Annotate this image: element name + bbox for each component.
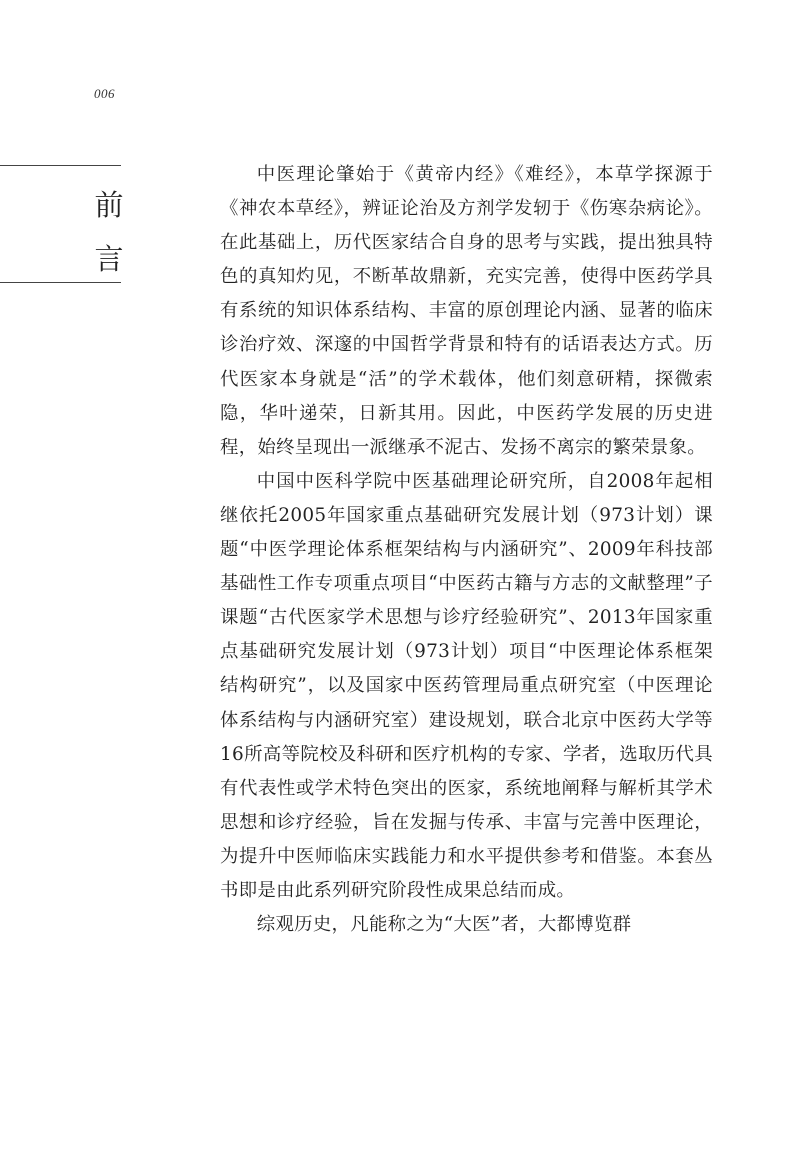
paragraph-1: 中医理论肇始于《黄帝内经》《难经》，本草学探源于《神农本草经》，辨证论治及方剂学发轫于《伤寒杂病论》。在此基础上，历代医家结合自身的思考与实践，提出独具特色的真知灼见，不断革故鼎新，充实完善，使得中医药学具有系统的知识体系结构、丰富的原创理论内涵、显著的临床诊治疗效、深邃的中国哲学背景和特有的话语表达方式。历代医家本身就是“活”的学术载体，他们刻意研精，探微索隐，华叶递荣，日新其用。因此，中医药学发展的历史进程，始终呈现出一派继承不泥古、发扬不离宗的繁荣景象。 bbox=[220, 164, 713, 458]
section-title bbox=[87, 178, 131, 286]
paragraph-3: 综观历史，凡能称之为“大医”者，大都博览群 bbox=[256, 914, 632, 936]
title-rule-bottom bbox=[0, 282, 121, 283]
preface-body bbox=[220, 158, 713, 942]
section-title-char-2: 言 bbox=[94, 242, 124, 276]
title-rule-top bbox=[0, 165, 121, 166]
section-title-char-1: 前 bbox=[94, 188, 124, 222]
page-number: 006 bbox=[94, 86, 115, 101]
paragraph-2: 中国中医科学院中医基础理论研究所，自2008年起相继依托2005年国家重点基础研究发展计划（973计划）课题“中医学理论体系框架结构与内涵研究”、2009年科技部基础性工作专项重点项目“中医药古籍与方志的文献整理”子课题“古代医家学术思想与诊疗经验研究”、2013年国家重点基础研究发展计划（973计划）项目“中医理论体系框架结构研究”，以及国家中医药管理局重点研究室（中医理论体系结构与内涵研究室）建设规划，联合北京中医药大学等16所高等院校及科研和医疗机构的专家、学者，选取历代具有代表性或学术特色突出的医家，系统地阐释与解析其学术思想和诊疗经验，旨在发掘与传承、丰富与完善中医理论，为提升中医师临床实践能力和水平提供参考和借鉴。本套丛书即是由此系列研究阶段性成果总结而成。 bbox=[220, 470, 713, 901]
